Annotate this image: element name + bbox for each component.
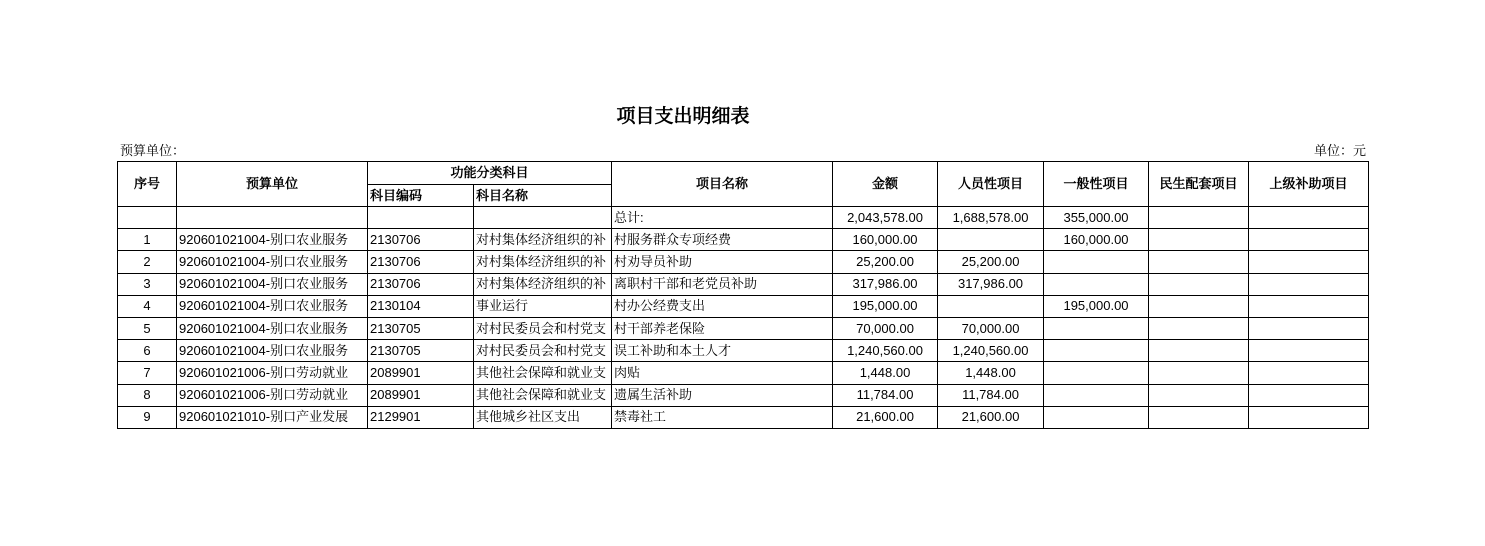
header-personnel-items: 人员性项目 xyxy=(938,162,1044,207)
subject-code-cell: 2089901 xyxy=(368,362,474,384)
personnel-amount-cell xyxy=(938,295,1044,317)
superior-subsidy-amount-cell xyxy=(1249,207,1369,229)
livelihood-amount-cell xyxy=(1149,295,1249,317)
general-amount-cell xyxy=(1044,340,1149,362)
seq-cell: 4 xyxy=(118,295,177,317)
personnel-amount-cell: 21,600.00 xyxy=(938,406,1044,428)
header-project-name: 项目名称 xyxy=(612,162,833,207)
subject-name-cell: 事业运行 xyxy=(474,295,612,317)
budget-unit-cell: 920601021010-别口产业发展 xyxy=(177,406,368,428)
page-title: 项目支出明细表 xyxy=(616,106,750,127)
amount-cell: 195,000.00 xyxy=(833,295,938,317)
budget-unit-cell: 920601021006-别口劳动就业 xyxy=(177,362,368,384)
budget-unit-cell: 920601021006-别口劳动就业 xyxy=(177,384,368,406)
table-row xyxy=(118,273,1369,295)
project-name-cell: 遗属生活补助 xyxy=(612,384,833,406)
subject-name-cell: 其他社会保障和就业支 xyxy=(474,362,612,384)
header-subject-name: 科目名称 xyxy=(474,185,612,207)
general-amount-cell xyxy=(1044,251,1149,273)
subject-name-cell: 对村民委员会和村党支 xyxy=(474,317,612,339)
subject-name-cell: 对村集体经济组织的补 xyxy=(474,251,612,273)
project-name-cell: 村劝导员补助 xyxy=(612,251,833,273)
header-superior-subsidy-items: 上级补助项目 xyxy=(1249,162,1369,207)
general-amount-cell xyxy=(1044,384,1149,406)
amount-cell: 2,043,578.00 xyxy=(833,207,938,229)
header-amount: 金额 xyxy=(833,162,938,207)
subject-name-cell xyxy=(474,207,612,229)
personnel-amount-cell: 1,240,560.00 xyxy=(938,340,1044,362)
seq-cell: 8 xyxy=(118,384,177,406)
superior-subsidy-amount-cell xyxy=(1249,340,1369,362)
project-name-cell: 总计: xyxy=(612,207,833,229)
superior-subsidy-amount-cell xyxy=(1249,273,1369,295)
amount-cell: 21,600.00 xyxy=(833,406,938,428)
header-seq: 序号 xyxy=(118,162,177,207)
header-livelihood-matching-items: 民生配套项目 xyxy=(1149,162,1249,207)
seq-cell: 6 xyxy=(118,340,177,362)
header-general-items: 一般性项目 xyxy=(1044,162,1149,207)
amount-cell: 317,986.00 xyxy=(833,273,938,295)
subject-code-cell: 2130706 xyxy=(368,229,474,251)
livelihood-amount-cell xyxy=(1149,251,1249,273)
budget-unit-cell: 920601021004-别口农业服务 xyxy=(177,229,368,251)
livelihood-amount-cell xyxy=(1149,207,1249,229)
project-name-cell: 村服务群众专项经费 xyxy=(612,229,833,251)
seq-cell xyxy=(118,207,177,229)
seq-cell: 2 xyxy=(118,251,177,273)
seq-cell: 1 xyxy=(118,229,177,251)
budget-unit-cell: 920601021004-别口农业服务 xyxy=(177,340,368,362)
table-row xyxy=(118,295,1369,317)
seq-cell: 5 xyxy=(118,317,177,339)
table-row xyxy=(118,406,1369,428)
general-amount-cell xyxy=(1044,362,1149,384)
livelihood-amount-cell xyxy=(1149,317,1249,339)
general-amount-cell xyxy=(1044,317,1149,339)
project-name-cell: 误工补助和本土人才 xyxy=(612,340,833,362)
header-functional-classification: 功能分类科目 xyxy=(368,162,612,185)
superior-subsidy-amount-cell xyxy=(1249,317,1369,339)
personnel-amount-cell xyxy=(938,229,1044,251)
personnel-amount-cell: 1,688,578.00 xyxy=(938,207,1044,229)
personnel-amount-cell: 317,986.00 xyxy=(938,273,1044,295)
subject-code-cell: 2129901 xyxy=(368,406,474,428)
seq-cell: 3 xyxy=(118,273,177,295)
table-row xyxy=(118,229,1369,251)
subject-code-cell: 2089901 xyxy=(368,384,474,406)
personnel-amount-cell: 70,000.00 xyxy=(938,317,1044,339)
project-name-cell: 肉贴 xyxy=(612,362,833,384)
table-body xyxy=(118,207,1369,429)
table-row xyxy=(118,362,1369,384)
subject-code-cell: 2130706 xyxy=(368,273,474,295)
subject-code-cell: 2130705 xyxy=(368,317,474,339)
currency-unit-label: 单位：元 xyxy=(1313,143,1366,158)
superior-subsidy-amount-cell xyxy=(1249,295,1369,317)
header-subject-code: 科目编码 xyxy=(368,185,474,207)
table-row xyxy=(118,317,1369,339)
livelihood-amount-cell xyxy=(1149,229,1249,251)
livelihood-amount-cell xyxy=(1149,273,1249,295)
budget-unit-cell: 920601021004-别口农业服务 xyxy=(177,295,368,317)
general-amount-cell xyxy=(1044,273,1149,295)
superior-subsidy-amount-cell xyxy=(1249,251,1369,273)
amount-cell: 70,000.00 xyxy=(833,317,938,339)
superior-subsidy-amount-cell xyxy=(1249,362,1369,384)
personnel-amount-cell: 11,784.00 xyxy=(938,384,1044,406)
subject-name-cell: 对村民委员会和村党支 xyxy=(474,340,612,362)
superior-subsidy-amount-cell xyxy=(1249,384,1369,406)
subject-name-cell: 对村集体经济组织的补 xyxy=(474,229,612,251)
amount-cell: 1,448.00 xyxy=(833,362,938,384)
general-amount-cell: 355,000.00 xyxy=(1044,207,1149,229)
seq-cell: 9 xyxy=(118,406,177,428)
subject-code-cell: 2130705 xyxy=(368,340,474,362)
superior-subsidy-amount-cell xyxy=(1249,229,1369,251)
superior-subsidy-amount-cell xyxy=(1249,406,1369,428)
project-name-cell: 村干部养老保险 xyxy=(612,317,833,339)
table-row xyxy=(118,340,1369,362)
personnel-amount-cell: 1,448.00 xyxy=(938,362,1044,384)
project-name-cell: 村办公经费支出 xyxy=(612,295,833,317)
budget-unit-cell: 920601021004-别口农业服务 xyxy=(177,251,368,273)
personnel-amount-cell: 25,200.00 xyxy=(938,251,1044,273)
project-name-cell: 禁毒社工 xyxy=(612,406,833,428)
livelihood-amount-cell xyxy=(1149,384,1249,406)
project-expenditure-table xyxy=(117,161,1369,429)
subject-name-cell: 其他社会保障和就业支 xyxy=(474,384,612,406)
project-name-cell: 离职村干部和老党员补助 xyxy=(612,273,833,295)
header-budget-unit: 预算单位 xyxy=(177,162,368,207)
table-row xyxy=(118,384,1369,406)
amount-cell: 160,000.00 xyxy=(833,229,938,251)
subject-name-cell: 对村集体经济组织的补 xyxy=(474,273,612,295)
budget-unit-label: 预算单位： xyxy=(120,143,186,158)
subject-code-cell: 2130104 xyxy=(368,295,474,317)
subject-code-cell: 2130706 xyxy=(368,251,474,273)
amount-cell: 25,200.00 xyxy=(833,251,938,273)
amount-cell: 11,784.00 xyxy=(833,384,938,406)
livelihood-amount-cell xyxy=(1149,406,1249,428)
header-row xyxy=(118,162,1369,185)
table-row xyxy=(118,251,1369,273)
amount-cell: 1,240,560.00 xyxy=(833,340,938,362)
subject-code-cell xyxy=(368,207,474,229)
total-row xyxy=(118,207,1369,229)
livelihood-amount-cell xyxy=(1149,340,1249,362)
budget-unit-cell xyxy=(177,207,368,229)
seq-cell: 7 xyxy=(118,362,177,384)
general-amount-cell: 160,000.00 xyxy=(1044,229,1149,251)
general-amount-cell xyxy=(1044,406,1149,428)
general-amount-cell: 195,000.00 xyxy=(1044,295,1149,317)
subject-name-cell: 其他城乡社区支出 xyxy=(474,406,612,428)
budget-unit-cell: 920601021004-别口农业服务 xyxy=(177,273,368,295)
budget-unit-cell: 920601021004-别口农业服务 xyxy=(177,317,368,339)
livelihood-amount-cell xyxy=(1149,362,1249,384)
